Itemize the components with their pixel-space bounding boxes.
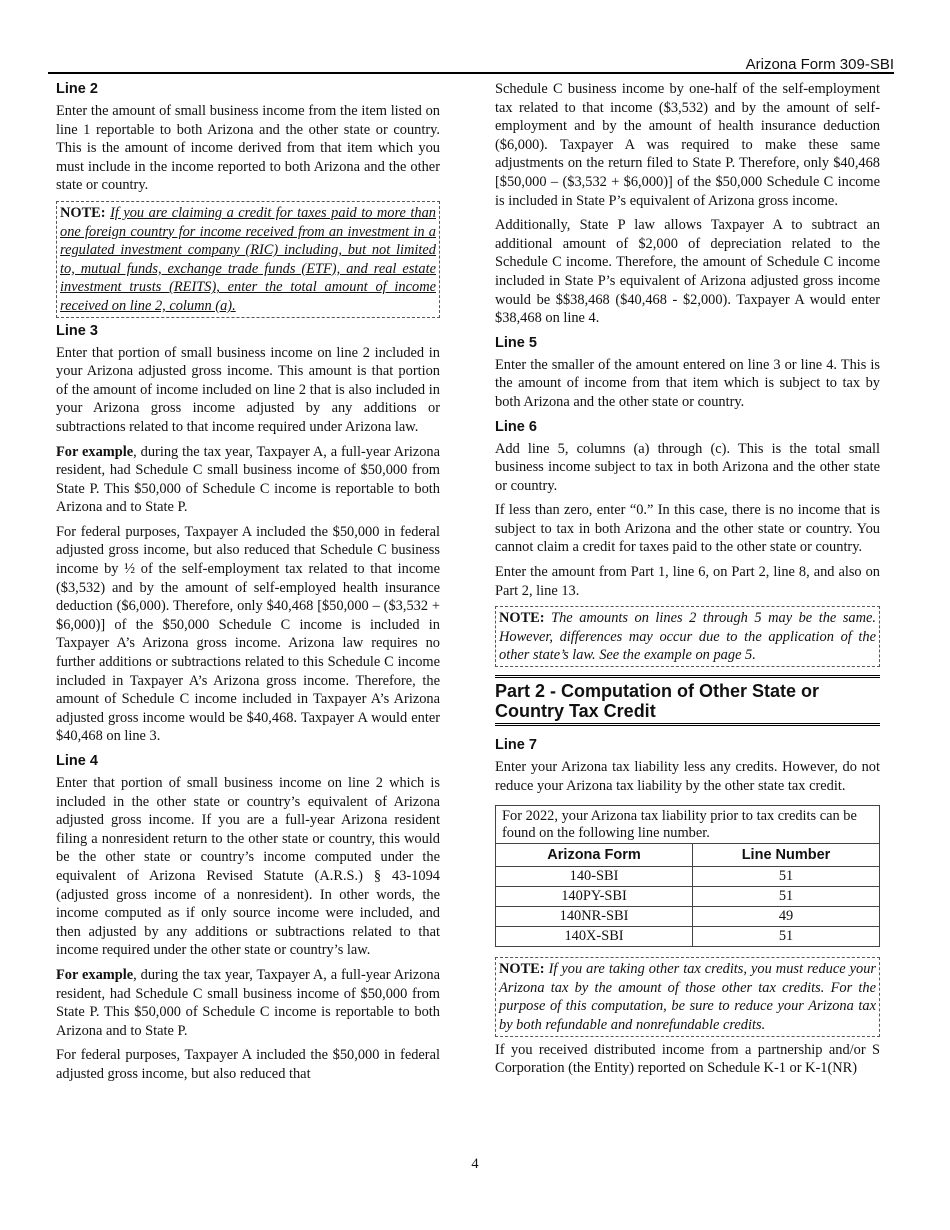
line-3-heading: Line 3 — [56, 322, 98, 339]
line-6-paragraph-2: If less than zero, enter “0.” In this case, there is no income that is subject to tax in both Arizona and the other state or country. You cannot claim a credit for taxes paid to the other state or country. — [495, 502, 880, 556]
form-cell: 140NR-SBI — [496, 907, 693, 927]
part-2-heading-line-2: Country Tax Credit — [495, 701, 656, 722]
continued-paragraph-2: Additionally, State P law allows Taxpayer A to subtract an additional amount of $2,000 of depreciation related to the Schedule C income. Therefore, the amount of Schedule C income included in State P’s equivalent of Arizona adjusted gross income would be $$38,468 ($40,468 - $2,000). Taxpayer A would enter $38,468 on line 4. — [495, 217, 880, 327]
line-6-heading: Line 6 — [495, 418, 537, 435]
note-label: NOTE: — [499, 610, 545, 627]
column-header: Line Number — [693, 844, 879, 867]
line-5-paragraph: Enter the smaller of the amount entered on line 3 or line 4. This is the amount of income from that item which is subject to tax by both Arizona and the other state or country. — [495, 356, 880, 410]
form-title: Arizona Form 309-SBI — [745, 56, 894, 73]
example-text: , during the tax year, Taxpayer A, a full-year Arizona resident, had Schedule C small business income of $50,000 from State P. This $50,000 of Schedule C income is reportable to both Arizona and to State P. — [56, 443, 440, 516]
line-4-example — [56, 966, 440, 1040]
form-cell: 140-SBI — [496, 867, 693, 887]
form-cell: 140PY-SBI — [496, 887, 693, 907]
line-7-heading: Line 7 — [495, 737, 537, 754]
example-text: , during the tax year, Taxpayer A, a full-year Arizona resident, had Schedule C small business income of $50,000 from State P. This $50,000 of Schedule C income is reportable to both Arizona and to State P. — [56, 966, 440, 1039]
table-row — [496, 867, 879, 887]
line-2-paragraph: Enter the amount of small business income from the item listed on line 1 reportable to both Arizona and the other state or country. This is the amount of income derived from that item which you must include in the income reported to both Arizona and the other state or country. — [56, 103, 440, 194]
line-3-paragraph-3: For federal purposes, Taxpayer A included the $50,000 in federal adjusted gross income, but also reduced that Schedule C business income by ½ of the self-employment tax related to that income ($3,532) and by the amount of self-employed health insurance deduction ($6,000). Therefore, only $40,468 [$50,000 – ($3,532 + $6,000)] of the $50,000 Schedule C income is included in Taxpayer A’s Arizona gross income. Arizona law requires no further additions or subtractions related to this Schedule C income included in Taxpayer A’s Arizona gross income. Therefore, the amount of Schedule C income included in Taxpayer A’s Arizona adjusted gross income would be $40,468. Taxpayer A would enter $40,468 on line 3. — [56, 523, 440, 745]
part-2-heading-line-1: Part 2 - Computation of Other State or — [495, 681, 820, 702]
line-number-cell: 51 — [693, 887, 879, 907]
tax-liability-table-intro: For 2022, your Arizona tax liability prior to tax credits can be found on the following line number. — [502, 808, 857, 842]
note-label: NOTE: — [60, 204, 106, 221]
line-6-note — [495, 606, 880, 667]
right-column — [495, 80, 880, 1084]
line-7-paragraph-last: If you received distributed income from a partnership and/or S Corporation (the Entity) reported on Schedule K-1 or K-1(NR) — [495, 1041, 880, 1077]
table-header-row — [496, 844, 879, 867]
line-3-paragraph-1: Enter that portion of small business income on line 2 included in your Arizona adjusted gross income. This amount is that portion of the amount of income included on line 2 that is also included in your Arizona gross income adjusted by any additions or subtractions related to that income required under Arizona law. — [56, 344, 440, 435]
note-text: The amounts on lines 2 through 5 may be the same. However, differences may occur due to the application of the other state’s law. See the example on page 5. — [499, 610, 876, 664]
line-4-heading: Line 4 — [56, 753, 98, 769]
line-2-heading: Line 2 — [56, 81, 98, 97]
part-2-heading — [495, 675, 880, 726]
line-number-cell: 51 — [693, 927, 879, 947]
page-number: 4 — [471, 1156, 479, 1172]
tax-liability-table-box — [495, 805, 880, 947]
form-cell: 140X-SBI — [496, 927, 693, 947]
table-row — [496, 887, 879, 907]
line-3-example — [56, 443, 440, 517]
line-number-cell: 49 — [693, 907, 879, 927]
line-number-cell: 51 — [693, 867, 879, 887]
line-6-paragraph-3: Enter the amount from Part 1, line 6, on Part 2, line 8, and also on Part 2, line 13. — [495, 564, 880, 599]
tax-liability-table — [496, 843, 879, 946]
note-text: If you are taking other tax credits, you must reduce your Arizona tax by the amount of those other tax credits. For the purpose of this computation, be sure to reduce your Arizona tax by both refundable and nonrefundable credits. — [499, 961, 876, 1033]
table-row — [496, 927, 879, 947]
line-7-note — [495, 957, 880, 1036]
header-divider — [48, 72, 894, 74]
line-4-paragraph-1: Enter that portion of small business income on line 2 which is included in the other state or country’s equivalent of Arizona adjusted gross income. If you are a full-year Arizona resident filing a nonresident return to the other state or country, this would be the other state or country’s income computed under the equivalent of Arizona Revised Statute (A.R.S.) § 43-1094 (adjusted gross income of a nonresident). In other words, the income computed as if only source income were included, and then adjusted by any additions or subtractions related to that income required under the other state or country’s law. — [56, 775, 440, 959]
table-row — [496, 907, 879, 927]
line-6-paragraph-1: Add line 5, columns (a) through (c). This is the total small business income subject to tax in both Arizona and the other state or country. — [495, 440, 880, 494]
note-text: If you are claiming a credit for taxes paid to more than one foreign country for income received from an investment in a regulated investment company (RIC) including, but not limited to, mutual funds, exchange trade funds (ETF), and real estate investment trusts (REITS), enter the total amount of income received on line 2, column (a). — [60, 204, 436, 314]
continued-paragraph-1: Schedule C business income by one-half of the self-employment tax related to that income ($3,532) and by the amount of self-employment and by the amount of health insurance deduction ($6,000). Taxpayer A was required to make these same adjustments on the return filed to State P. Therefore, only $40,468 [$50,000 – ($3,532 + $6,000)] of the $50,000 Schedule C income is included in State P’s equivalent of Arizona gross income. — [495, 81, 880, 209]
note-label: NOTE: — [499, 961, 545, 978]
line-5-heading: Line 5 — [495, 334, 537, 351]
left-column — [56, 80, 440, 1090]
example-lead: For example — [56, 966, 134, 983]
example-lead: For example — [56, 443, 134, 460]
line-7-paragraph: Enter your Arizona tax liability less any credits. However, do not reduce your Arizona tax liability by the other state tax credit. — [495, 759, 880, 794]
column-header: Arizona Form — [496, 844, 693, 867]
line-4-paragraph-3: For federal purposes, Taxpayer A included the $50,000 in federal adjusted gross income, but also reduced that — [56, 1047, 440, 1082]
line-2-note — [56, 201, 440, 318]
